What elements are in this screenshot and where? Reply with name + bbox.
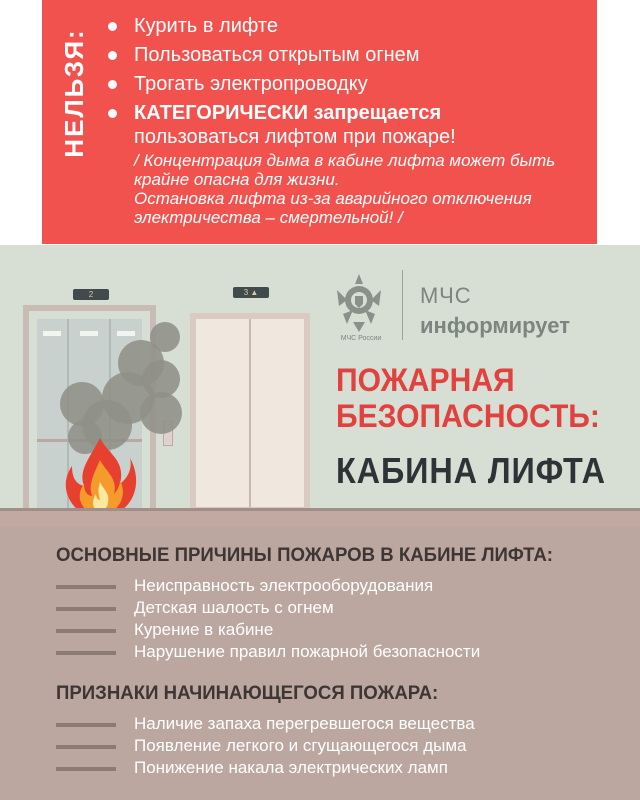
- list-item: Нарушение правил пожарной безопасности: [56, 642, 616, 662]
- org-name: МЧС: [420, 283, 472, 308]
- headline-line: БЕЗОПАСНОСТЬ:: [336, 398, 600, 434]
- forbidden-label: НЕЛЬЗЯ:: [59, 28, 89, 158]
- emphasis-rest-text: пользоваться лифтом при пожаре!: [134, 126, 456, 148]
- headline-red: [336, 362, 600, 434]
- bullet-icon: [108, 51, 117, 60]
- note-line: крайне опасна для жизни.: [134, 170, 340, 189]
- bullet-icon: [108, 22, 117, 31]
- signs-title: ПРИЗНАКИ НАЧИНАЮЩЕГОСЯ ПОЖАРА:: [56, 683, 439, 704]
- bullet-icon: [108, 80, 117, 89]
- headline-main: КАБИНА ЛИФТА: [336, 450, 606, 491]
- floor-indicator-right: 3 ▲: [233, 287, 269, 298]
- brand-divider: [402, 270, 403, 340]
- floor-indicator-left: 2: [73, 289, 109, 300]
- forbidden-item-emphasis: [108, 101, 588, 149]
- door-seam: [249, 319, 251, 507]
- list-item: Неисправность электрооборудования: [56, 576, 616, 596]
- list-item: Детская шалость с огнем: [56, 598, 616, 618]
- warning-note: [108, 151, 588, 227]
- fire-icon: [60, 436, 140, 516]
- forbidden-item: Трогать электропроводку: [108, 72, 588, 96]
- mchs-emblem-icon: [333, 270, 385, 340]
- headline-line: ПОЖАРНАЯ: [336, 362, 515, 398]
- causes-title: ОСНОВНЫЕ ПРИЧИНЫ ПОЖАРОВ В КАБИНЕ ЛИФТА:: [56, 545, 553, 566]
- note-line: электричества – смертельной! /: [134, 208, 403, 227]
- smoke-icon: [150, 322, 180, 352]
- dash-icon: [56, 629, 116, 633]
- list-item: Появление легкого и сгущающегося дыма: [56, 736, 616, 756]
- note-line: Остановка лифта из-за аварийного отключения: [134, 189, 532, 208]
- dash-icon: [56, 723, 116, 727]
- dash-icon: [56, 767, 116, 771]
- emphasis-bold-text: КАТЕГОРИЧЕСКИ запрещается: [134, 102, 442, 124]
- smoke-icon: [140, 392, 182, 434]
- closed-elevator-illustration: [190, 313, 310, 513]
- list-item: Курение в кабине: [56, 620, 616, 640]
- dash-icon: [56, 585, 116, 589]
- list-item: Понижение накала электрических ламп: [56, 758, 616, 778]
- forbidden-item: Пользоваться открытым огнем: [108, 43, 588, 67]
- list-item: Наличие запаха перегревшегося вещества: [56, 714, 616, 734]
- dash-icon: [56, 607, 116, 611]
- org-subtitle: информирует: [420, 313, 570, 338]
- logo-caption: МЧС России: [340, 335, 382, 342]
- note-line: / Концентрация дыма в кабине лифта может быть: [134, 151, 556, 170]
- dash-icon: [56, 651, 116, 655]
- floor-strip: [0, 508, 640, 527]
- forbidden-list: [108, 14, 588, 227]
- forbidden-item: Курить в лифте: [108, 14, 588, 38]
- dash-icon: [56, 745, 116, 749]
- bullet-icon: [108, 109, 117, 118]
